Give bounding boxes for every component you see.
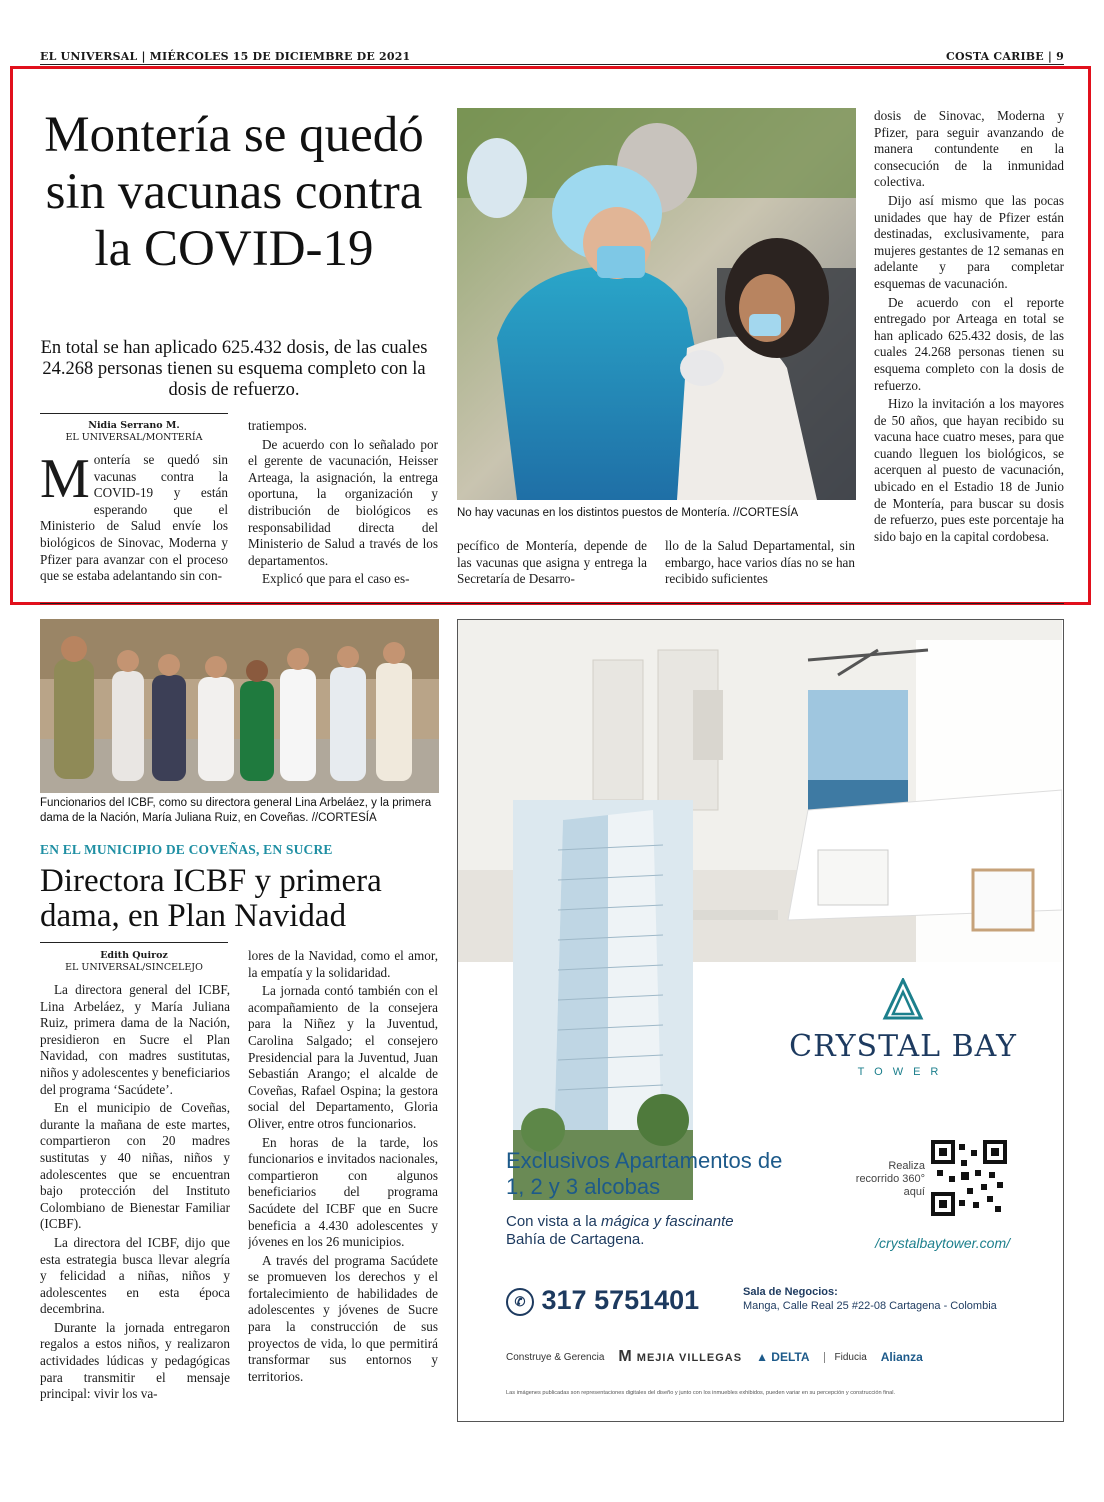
article-col-3-text: pecífico de Montería, depende de las vacunas que asigna y entrega la Secretaría de Desarro- <box>457 538 647 587</box>
article-col-5 <box>874 108 1064 592</box>
paragraph: La directora general del ICBF, Lina Arbeláez, y María Juliana Ruiz, primera dama de la Nación, presidieron en Sucre el Plan Navidad, con madres sustitutas, niños y adolescentes y beneficiarios del programa ‘Sacúdete’. <box>40 982 230 1097</box>
mejia-logo-icon: M <box>618 1348 633 1365</box>
byline-rule-2 <box>40 942 228 943</box>
brand-sub: TOWER <box>857 1066 949 1078</box>
phone-number[interactable] <box>506 1285 736 1316</box>
header-right: COSTA CARIBE | 9 <box>945 50 1064 63</box>
photo-caption <box>457 506 856 521</box>
ad-headline: Exclusivos Apartamentos de 1, 2 y 3 alcobas <box>506 1148 783 1199</box>
byline-author: Edith Quiroz <box>100 950 168 961</box>
byline-2 <box>40 950 228 974</box>
partner-label: Construye & Gerencia <box>506 1351 605 1363</box>
partner-delta <box>756 1350 809 1364</box>
byline-outlet: EL UNIVERSAL/MONTERÍA <box>65 432 203 443</box>
article-col-1 <box>40 452 228 592</box>
ad-disclaimer: Las imágenes publicadas son representaciones digitales del diseño y junto con los inmuebles exhibidos, pueden variar en su percepción y construcción final. <box>506 1390 896 1396</box>
sales-office <box>743 1285 1043 1313</box>
paragraph: De acuerdo con el reporte entregado por Arteaga en total se han aplicado 625.432 dosis, de las cuales 24.268 personas tienen su esquema completo con la dosis de refuerzo. <box>874 294 1064 393</box>
ad-sub-post: Bahía de Cartagena. <box>506 1231 645 1248</box>
section-rule <box>40 603 1064 604</box>
byline <box>40 420 228 444</box>
ad-sub-em: mágica y fascinante <box>601 1213 734 1230</box>
article-col-4-text: llo de la Salud Departamental, sin embargo, hace varios días no se han recibido suficientes <box>665 538 855 587</box>
byline-outlet: EL UNIVERSAL/SINCELEJO <box>65 962 203 973</box>
tour-label: Realiza recorrido 360° aquí <box>855 1160 925 1198</box>
sales-address: Manga, Calle Real 25 #22-08 Cartagena - Colombia <box>743 1300 997 1312</box>
qr-code-icon[interactable] <box>931 1140 1007 1216</box>
paragraph: dosis de Sinovac, Moderna y Pfizer, para seguir avanzando de manera contundente en la consecución de la inmunidad colectiva. <box>874 108 1064 190</box>
article-title: Montería se quedó sin vacunas contra la COVID-19 <box>44 107 424 277</box>
paragraph: La jornada contó también con el acompañamiento de la consejera para la Niñez y la Juventud, Carolina Salgado; el consejero Presidencial para la Juventud, Juan Sebastián Arango; el alcalde de Coveñas, Rafael Ospina; la gestora social del Departamento, Gloria Oliver, entre otros funcionarios. <box>248 983 438 1131</box>
header-left: EL UNIVERSAL | MIÉRCOLES 15 DE DICIEMBRE DE 2021 <box>40 50 411 63</box>
brand-name: CRYSTAL BAY <box>789 1029 1017 1064</box>
paragraph: tratiempos. <box>248 418 307 433</box>
paragraph: De acuerdo con lo señalado por el gerente de vacunación, Heisser Arteaga, la asignación, la entrega oportuna, la organización y distribución de biológicos es responsabilidad directa del Ministerio de Salud a través de los departamentos. <box>248 436 438 568</box>
article-kicker: EN EL MUNICIPIO DE COVEÑAS, EN SUCRE <box>40 842 333 857</box>
tower-render <box>513 800 693 1200</box>
caption-text: Funcionarios del ICBF, como su directora general Lina Arbeláez, y la primera dama de la Nación, María Juliana Ruiz, en Coveñas. <box>40 797 432 824</box>
paragraph: La directora del ICBF, dijo que esta estrategia busca llevar alegría y felicidad a niñas, niños y adolescentes en esta época decembrina. <box>40 1234 230 1317</box>
phone-text: 317 5751401 <box>541 1285 700 1315</box>
article-title-2: Directora ICBF y primera dama, en Plan Navidad <box>40 863 382 934</box>
photo-caption-2 <box>40 796 440 826</box>
icbf-photo <box>40 619 439 793</box>
paragraph: En el municipio de Coveñas, durante la mañana de este martes, compartieron con 20 madres sustitutas y 40 niñas, niños y adolescentes que se encuentran bajo protección del Instituto Colombiano de Bienestar Familiar (ICBF). <box>40 1100 230 1232</box>
partner-delta-text: DELTA <box>771 1350 810 1364</box>
delta-logo-icon: ▲ <box>756 1350 768 1364</box>
paragraph: Dijo así mismo que las pocas unidades que hay de Pfizer están destinadas, exclusivamente, para mujeres gestantes de 12 semanas en adelante y para completar esquemas de vacunación. <box>874 192 1064 291</box>
partner-mejia-text: MEJIA VILLEGAS <box>636 1352 743 1364</box>
article-col-2 <box>248 418 438 593</box>
paragraph: En horas de la tarde, los funcionarios e invitados nacionales, compartieron con algunos beneficiarios del programa Sacúdete del ICBF que en Sucre beneficia a 4.430 adolescentes y jóvenes en los 26 municipios. <box>248 1134 438 1250</box>
article2-col-2 <box>248 948 438 1424</box>
partner-alianza: Alianza <box>880 1350 923 1364</box>
drop-cap: M <box>40 452 90 510</box>
vaccination-photo-art <box>457 108 856 500</box>
crystal-bay-logo <box>773 978 1033 1078</box>
article-col-3 <box>457 538 647 594</box>
header-rule <box>40 64 1064 65</box>
partners-row <box>506 1348 1026 1366</box>
crystal-bay-ad <box>457 619 1064 1422</box>
byline-author: Nidia Serrano M. <box>88 420 180 431</box>
partner-mejia <box>618 1348 742 1366</box>
crystal-logo-icon <box>881 978 925 1026</box>
caption-credit: //CORTESÍA <box>733 507 799 519</box>
paragraph: lores de la Navidad, como el amor, la empatía y la solidaridad. <box>248 948 438 980</box>
caption-text: No hay vacunas en los distintos puestos de Montería. <box>457 507 730 519</box>
whatsapp-icon: ✆ <box>506 1288 534 1316</box>
ad-subline <box>506 1213 826 1249</box>
paragraph: Explicó que para el caso es- <box>262 571 410 587</box>
article2-col-1 <box>40 982 230 1422</box>
article-deck: En total se han aplicado 625.432 dosis, de las cuales 24.268 personas tienen su esquema completo con la dosis de refuerzo. <box>40 338 428 400</box>
icbf-photo-art <box>40 619 439 793</box>
paragraph: A través del programa Sacúdete se promueven los derechos y el fortalecimiento de habilidades de adolescentes y jóvenes de Sucre para la construcción de sus proyectos de vida, lo que permitirá transformar sus entornos y territorios. <box>248 1252 438 1384</box>
article-col-1-text: ontería se quedó sin vacunas contra la COVID-19 y están esperando que el Ministerio de Salud envíe los biológicos de Sinovac, Moderna y Pfizer para avanzar con el proceso que se estaba adelantando sin con- <box>40 452 228 584</box>
fiducia-label: Fiducia <box>824 1352 867 1363</box>
vaccination-photo <box>457 108 856 500</box>
caption-credit: //CORTESÍA <box>311 812 377 824</box>
paragraph: Hizo la invitación a los mayores de 50 años, que hayan recibido su vacuna hace cuatro meses, para que cuando lleguen los biológicos, se acerquen al puesto de vacunación, ubicado en el Estadio 18 de Junio de Montería, para buscar su dosis de refuerzo, pues este porcentaje ha sido bajo en la capital cordobesa. <box>874 396 1064 544</box>
byline-rule <box>40 413 228 414</box>
ad-sub-pre: Con vista a la <box>506 1213 602 1230</box>
sales-title: Sala de Negocios: <box>743 1286 838 1298</box>
website-link[interactable]: /crystalbaytower.com/ <box>875 1235 1010 1251</box>
article-col-4 <box>665 538 855 594</box>
paragraph: Durante la jornada entregaron regalos a estos niños, y realizaron actividades lúdicas y pedagógicas para transmitir el mensaje principal: vivir los va- <box>40 1319 230 1402</box>
